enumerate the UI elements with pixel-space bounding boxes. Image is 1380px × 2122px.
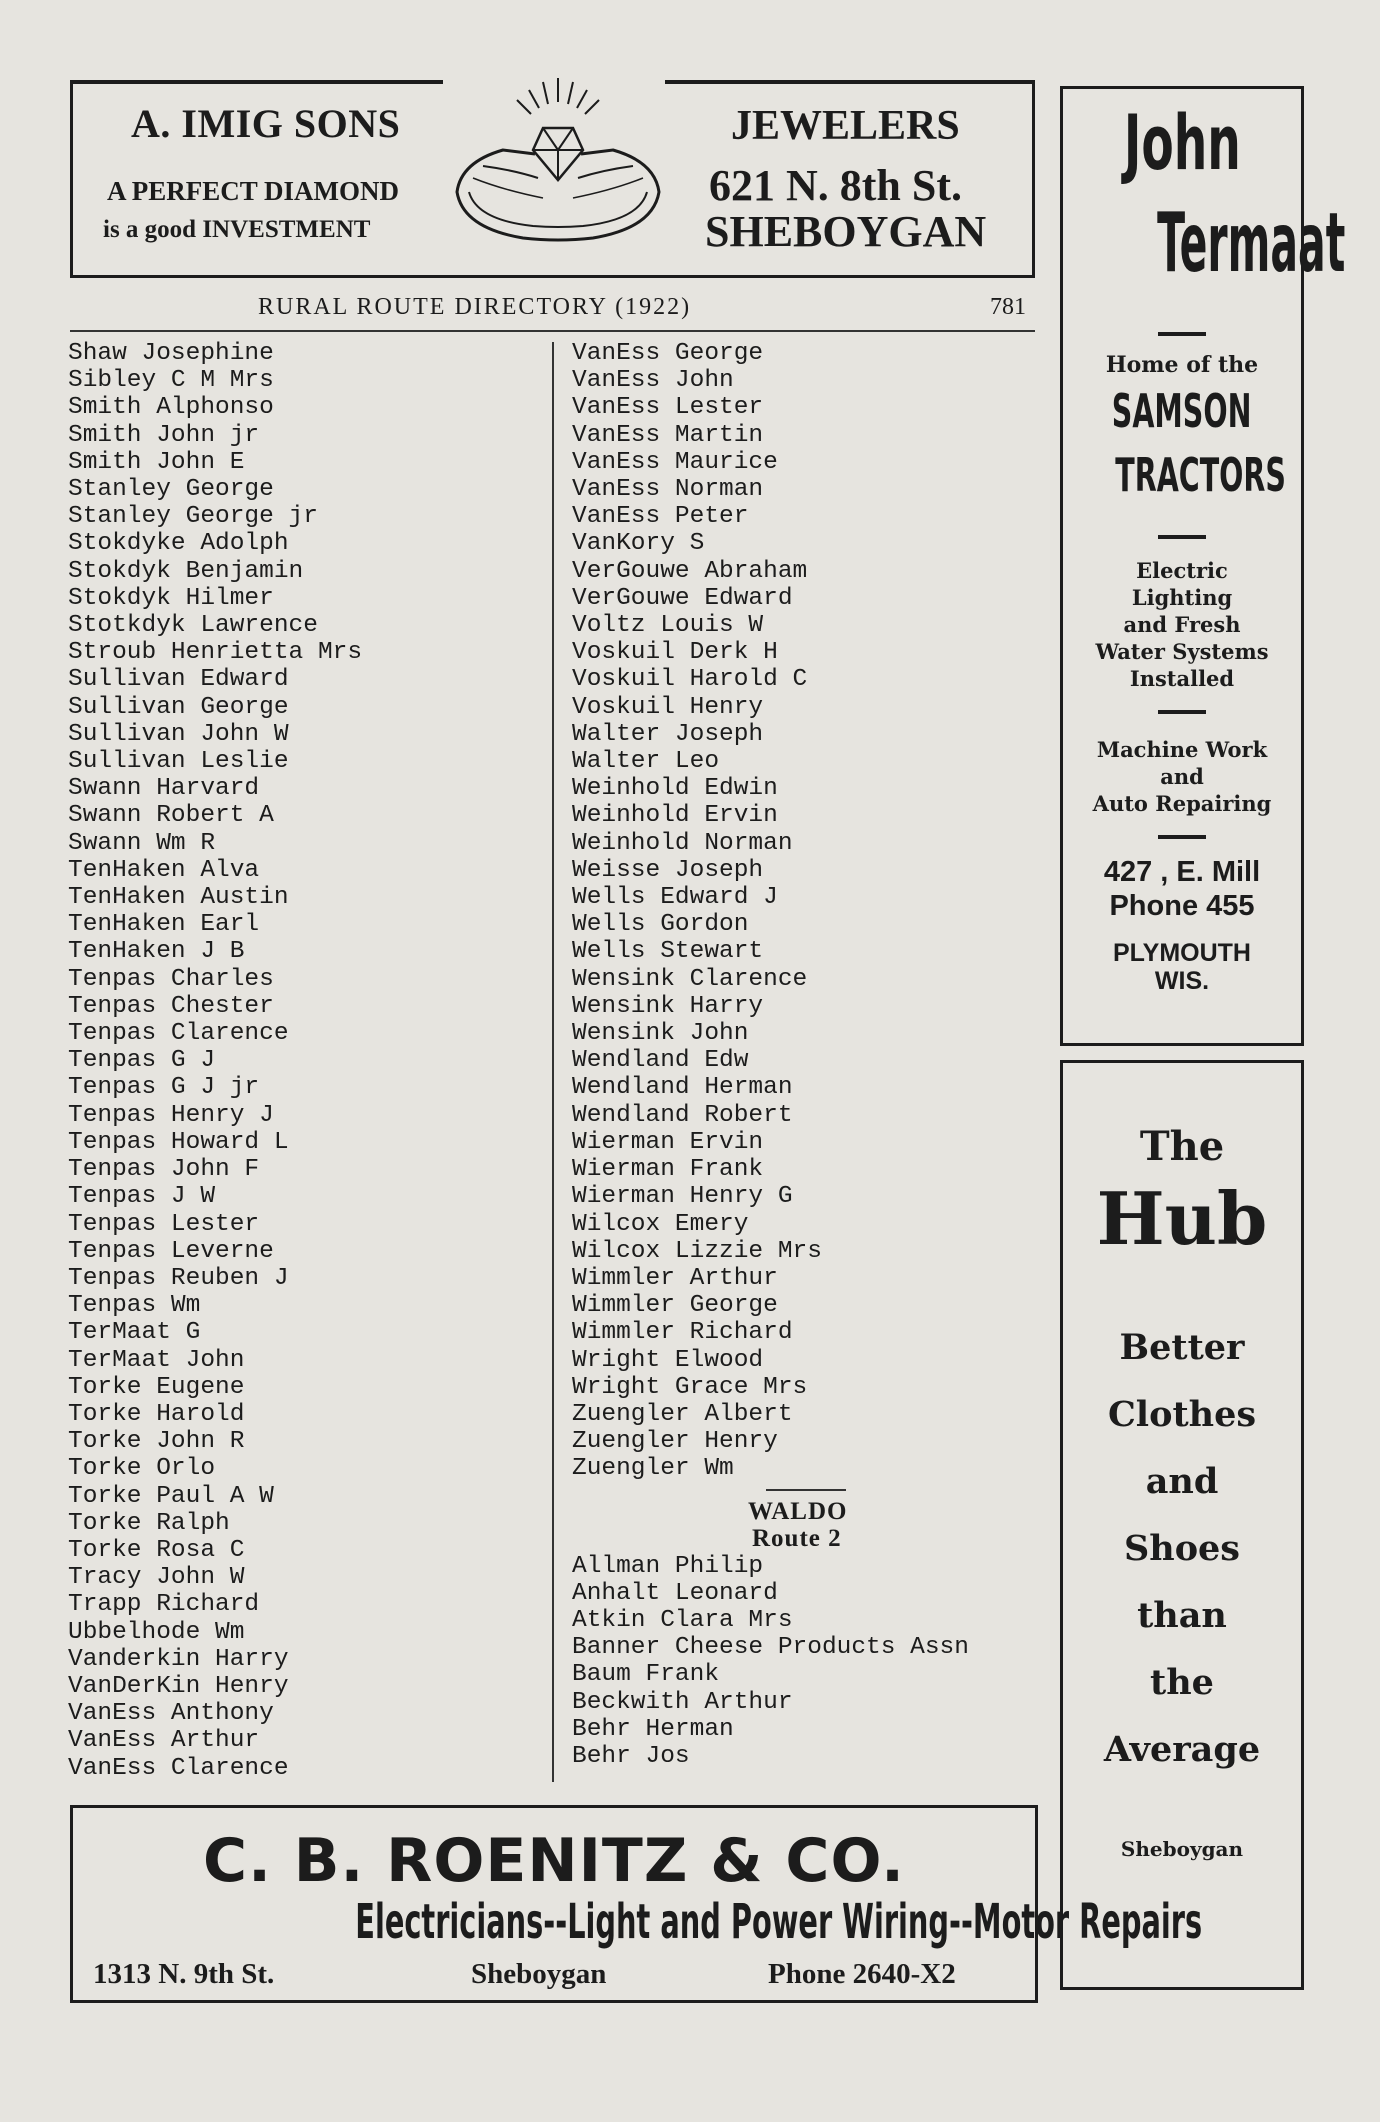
directory-entry: Beckwith Arthur <box>572 1688 793 1716</box>
directory-entry: Wimmler George <box>572 1292 778 1320</box>
directory-entry: Sullivan Edward <box>68 666 289 694</box>
directory-entry: Sullivan George <box>68 693 289 721</box>
directory-entry: Behr Jos <box>572 1742 690 1770</box>
roenitz-trade-line: Electricians--Light and Power Wiring--Motor Repairs <box>355 1894 1203 1950</box>
directory-entry: Smith John jr <box>68 421 260 449</box>
directory-column-right <box>572 340 1032 1770</box>
termaat-name-last: Termaat <box>1157 196 1346 291</box>
column-divider <box>552 342 554 1782</box>
hub-slogan-word: Clothes <box>1107 1394 1257 1435</box>
directory-entry: Tenpas G J jr <box>68 1074 260 1102</box>
ad-dash <box>1158 332 1206 336</box>
directory-entry: Voltz Louis W <box>572 612 764 640</box>
directory-entry: Torke Orlo <box>68 1455 216 1483</box>
ad-dash <box>1158 835 1206 839</box>
directory-entry: Stotkdyk Lawrence <box>68 612 318 640</box>
jewelers-title: JEWELERS <box>731 103 960 149</box>
roenitz-company-name: C. B. ROENITZ & CO. <box>203 1826 905 1896</box>
directory-entry: Wilcox Lizzie Mrs <box>572 1237 822 1265</box>
directory-entry: Tenpas Henry J <box>68 1101 274 1129</box>
directory-entry: Weinhold Edwin <box>572 775 778 803</box>
directory-entry: TerMaat G <box>68 1319 201 1347</box>
directory-entry: Weinhold Norman <box>572 829 793 857</box>
imig-jewelers-ad <box>70 80 1035 278</box>
directory-entry: Wensink Harry <box>572 992 764 1020</box>
roenitz-city: Sheboygan <box>471 1958 607 1990</box>
directory-entry: Torke Harold <box>68 1400 245 1428</box>
directory-entry: Stroub Henrietta Mrs <box>68 639 363 667</box>
directory-entry: Wensink Clarence <box>572 965 808 993</box>
directory-entry: Swann Wm R <box>68 829 216 857</box>
termaat-name-first: John <box>1123 98 1241 187</box>
directory-entry: Swann Robert A <box>68 802 274 830</box>
roenitz-phone: Phone 2640-X2 <box>768 1958 956 1990</box>
directory-entry: Tenpas Reuben J <box>68 1264 289 1292</box>
hub-slogan-word: the <box>1150 1662 1214 1703</box>
directory-entry: Torke Rosa C <box>68 1536 245 1564</box>
directory-entry: Stokdyke Adolph <box>68 530 289 558</box>
hub-slogan-word: than <box>1137 1595 1227 1636</box>
directory-entry: Behr Herman <box>572 1715 734 1743</box>
jeweler-name: A. IMIG SONS <box>131 101 401 146</box>
termaat-service: Electric <box>1136 558 1228 583</box>
directory-entry: Smith Alphonso <box>68 394 274 422</box>
hub-slogan-word: and <box>1145 1461 1219 1502</box>
directory-entry: Stokdyk Hilmer <box>68 584 274 612</box>
directory-entry: Torke Paul A W <box>68 1482 274 1510</box>
directory-entry: Sullivan John W <box>68 720 289 748</box>
directory-entry: Wright Elwood <box>572 1346 764 1374</box>
directory-entry: Tenpas Charles <box>68 965 274 993</box>
directory-entry: Torke Eugene <box>68 1373 245 1401</box>
waldo-route-list <box>572 1553 1032 1771</box>
directory-entry: Zuengler Wm <box>572 1455 734 1483</box>
directory-entry: VanKory S <box>572 530 705 558</box>
directory-entry: Torke Ralph <box>68 1509 230 1537</box>
running-head-title: RURAL ROUTE DIRECTORY (1922) <box>258 294 692 320</box>
directory-entry: VerGouwe Abraham <box>572 557 808 585</box>
directory-entry: Tenpas Chester <box>68 992 274 1020</box>
section-divider <box>766 1489 846 1491</box>
termaat-home-of: Home of the <box>1105 352 1259 378</box>
termaat-ad <box>1060 86 1346 1046</box>
directory-entry: Walter Joseph <box>572 720 764 748</box>
directory-entry: Trapp Richard <box>68 1591 260 1619</box>
directory-entry: Tenpas Clarence <box>68 1020 289 1048</box>
termaat-state: WIS. <box>1154 967 1210 995</box>
directory-entry: Allman Philip <box>572 1552 764 1580</box>
directory-entry: Wilcox Emery <box>572 1210 749 1238</box>
directory-entry: Wierman Henry G <box>572 1183 793 1211</box>
ad-border-top-left <box>70 80 443 84</box>
termaat-address: 427 , E. Mill <box>1103 856 1261 888</box>
directory-entry: VanEss Maurice <box>572 448 778 476</box>
jeweler-city: SHEBOYGAN <box>705 207 987 256</box>
termaat-service: Machine Work <box>1096 737 1268 762</box>
directory-entry: Wells Gordon <box>572 911 749 939</box>
directory-entry: Weinhold Ervin <box>572 802 778 830</box>
directory-entry: Tenpas G J <box>68 1047 216 1075</box>
directory-entry: Tracy John W <box>68 1564 245 1592</box>
directory-entry: Wensink John <box>572 1020 749 1048</box>
hub-slogan-word: Shoes <box>1123 1528 1241 1569</box>
directory-entry: Voskuil Henry <box>572 693 764 721</box>
termaat-service: Auto Repairing <box>1092 791 1272 816</box>
directory-entry: Voskuil Harold C <box>572 666 808 694</box>
directory-entry: Baum Frank <box>572 1661 720 1689</box>
directory-entry: Tenpas John F <box>68 1156 260 1184</box>
directory-entry: VanEss Clarence <box>68 1754 289 1782</box>
directory-entry: Swann Harvard <box>68 775 260 803</box>
termaat-service: Installed <box>1129 666 1235 691</box>
directory-entry: Weisse Joseph <box>572 856 764 884</box>
directory-entry: Wierman Ervin <box>572 1128 764 1156</box>
directory-entry: Tenpas Lester <box>68 1210 260 1238</box>
running-head-rule <box>70 330 1035 332</box>
directory-entry: Voskuil Derk H <box>572 639 778 667</box>
page-number: 781 <box>990 294 1026 320</box>
directory-entry: Tenpas Wm <box>68 1292 201 1320</box>
termaat-service: and Fresh <box>1123 612 1241 637</box>
directory-entry: VanEss John <box>572 367 734 395</box>
jeweler-slogan-line1: A PERFECT DIAMOND <box>107 176 400 206</box>
directory-entry: VanEss Arthur <box>68 1727 260 1755</box>
section-title: WALDO <box>748 1497 848 1525</box>
directory-entry: Zuengler Henry <box>572 1428 778 1456</box>
directory-entry: VanEss Peter <box>572 503 749 531</box>
termaat-product-line2: TRACTORS <box>1115 448 1286 502</box>
directory-entry: Stokdyk Benjamin <box>68 557 304 585</box>
directory-column-left <box>68 340 548 1782</box>
ad-dash <box>1158 535 1206 539</box>
directory-entry: Sullivan Leslie <box>68 748 289 776</box>
directory-entry: TenHaken Alva <box>68 856 260 884</box>
roenitz-electric-ad <box>70 1805 1203 2003</box>
directory-entry: TerMaat John <box>68 1346 245 1374</box>
directory-entry: VanEss Anthony <box>68 1700 274 1728</box>
directory-entry: VanEss Martin <box>572 421 764 449</box>
directory-entry: Wimmler Richard <box>572 1319 793 1347</box>
directory-entry: Wimmler Arthur <box>572 1264 778 1292</box>
directory-entry: Tenpas J W <box>68 1183 216 1211</box>
jeweler-address: 621 N. 8th St. <box>709 161 963 210</box>
directory-entry: Wright Grace Mrs <box>572 1373 808 1401</box>
directory-entry: TenHaken Austin <box>68 884 289 912</box>
directory-entry: Wells Stewart <box>572 938 764 966</box>
directory-list-right <box>572 340 1032 1483</box>
termaat-service: Lighting <box>1131 585 1233 610</box>
hub-slogan-word: Average <box>1103 1729 1261 1770</box>
directory-entry: Tenpas Leverne <box>68 1237 274 1265</box>
directory-entry: VanEss George <box>572 340 764 367</box>
hub-city: Sheboygan <box>1120 1837 1244 1861</box>
directory-entry: TenHaken J B <box>68 938 245 966</box>
directory-entry: Wendland Edw <box>572 1047 749 1075</box>
termaat-city: PLYMOUTH <box>1113 939 1251 967</box>
directory-entry: VanEss Lester <box>572 394 764 422</box>
directory-entry: Stanley George <box>68 476 274 504</box>
directory-entry: Wells Edward J <box>572 884 778 912</box>
directory-entry: Atkin Clara Mrs <box>572 1606 793 1634</box>
directory-entry: Zuengler Albert <box>572 1400 793 1428</box>
directory-entry: Wendland Robert <box>572 1101 793 1129</box>
directory-entry: Wendland Herman <box>572 1074 793 1102</box>
directory-entry: VanDerKin Henry <box>68 1672 289 1700</box>
directory-entry: Walter Leo <box>572 748 720 776</box>
hub-slogan-word: Better <box>1119 1327 1245 1368</box>
directory-entry: Banner Cheese Products Assn <box>572 1634 969 1662</box>
directory-entry: Ubbelhode Wm <box>68 1618 245 1646</box>
directory-entry: Smith John E <box>68 448 245 476</box>
directory-entry: Shaw Josephine <box>68 340 274 367</box>
diamond-ring-icon <box>443 70 673 260</box>
termaat-phone: Phone 455 <box>1109 890 1255 922</box>
directory-entry: Anhalt Leonard <box>572 1579 778 1607</box>
hub-name: Hub <box>1096 1176 1268 1261</box>
directory-entry: Vanderkin Harry <box>68 1645 289 1673</box>
roenitz-address: 1313 N. 9th St. <box>93 1958 275 1990</box>
hub-the: The <box>1139 1123 1225 1170</box>
ad-dash <box>1158 710 1206 714</box>
section-subtitle: Route 2 <box>752 1524 842 1552</box>
termaat-service: Water Systems <box>1095 639 1269 664</box>
directory-entry: Stanley George jr <box>68 503 318 531</box>
directory-entry: VerGouwe Edward <box>572 584 793 612</box>
directory-entry: Sibley C M Mrs <box>68 367 274 395</box>
directory-entry: Tenpas Howard L <box>68 1128 289 1156</box>
hub-clothing-ad <box>1060 1060 1304 1990</box>
directory-entry: TenHaken Earl <box>68 911 260 939</box>
termaat-service: and <box>1160 764 1204 789</box>
jeweler-slogan-line2: is a good INVESTMENT <box>103 216 371 243</box>
ad-border-top-right <box>665 80 1035 84</box>
directory-entry: VanEss Norman <box>572 476 764 504</box>
directory-entry: Torke John R <box>68 1428 245 1456</box>
directory-entry: Wierman Frank <box>572 1156 764 1184</box>
termaat-product-line1: SAMSON <box>1112 384 1252 438</box>
